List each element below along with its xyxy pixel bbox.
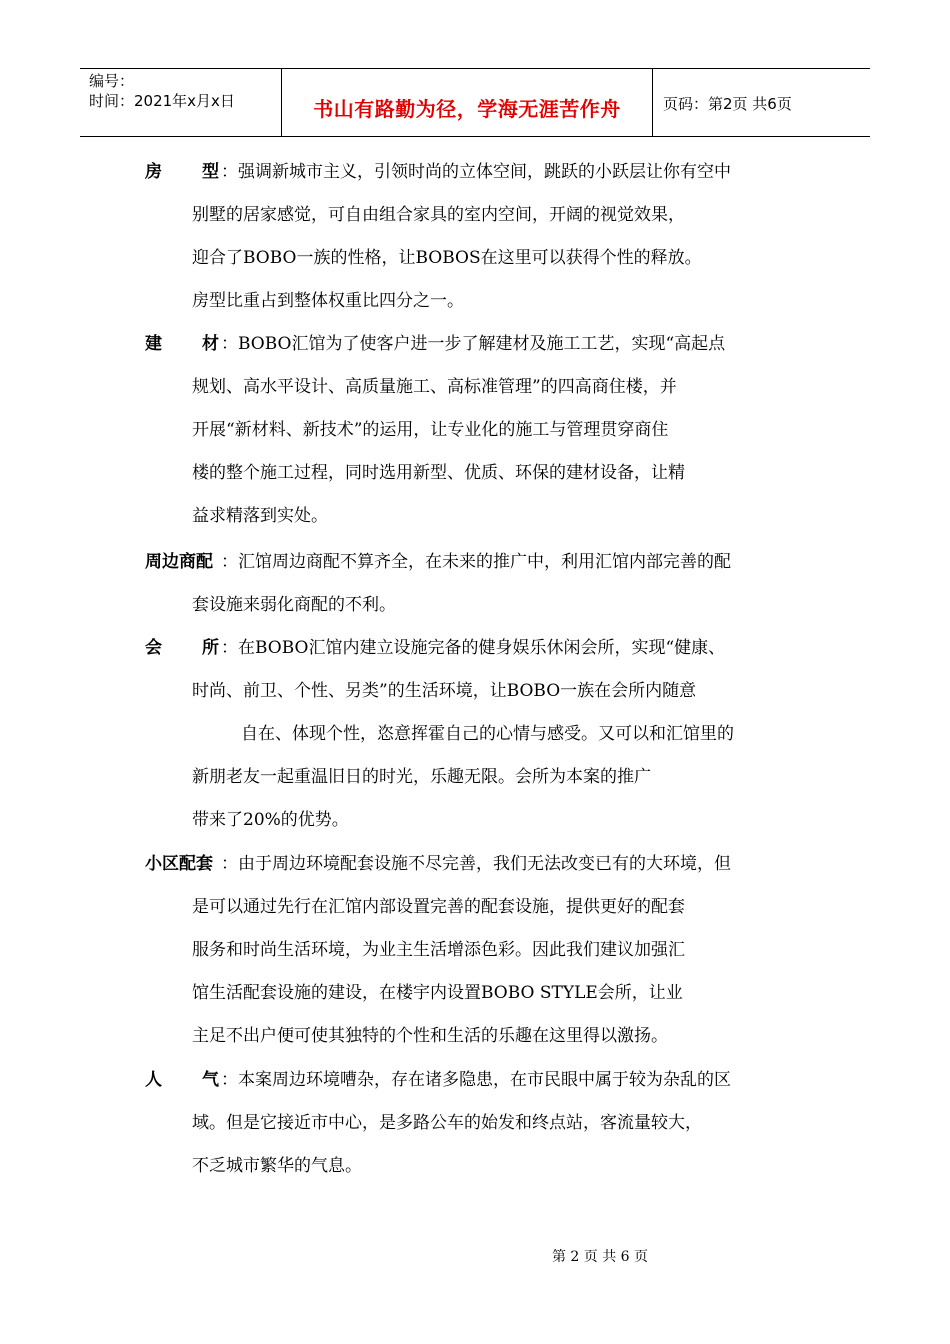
- materials-line-3: 开展“新材料、新技术”的运用，让专业化的施工与管理贯穿商住: [192, 420, 669, 440]
- term-char: 人: [145, 1070, 162, 1090]
- term-community: 小区配套: [145, 854, 213, 874]
- term-room-type: [145, 160, 219, 184]
- header-meta: [80, 69, 282, 136]
- date-line: 时间：2021年x月x日: [89, 92, 235, 110]
- materials-line-1: ：BOBO汇馆为了使客户进一步了解建材及施工工艺，实现“高起点: [221, 334, 726, 354]
- community-line-2: 是可以通过先行在汇馆内部设置完善的配套设施，提供更好的配套: [192, 897, 685, 917]
- room-type-line-1: ：强调新城市主义，引领时尚的立体空间，跳跃的小跃层让你有空中: [221, 162, 731, 182]
- term-club: [145, 636, 219, 660]
- term-popularity: [145, 1068, 219, 1092]
- surroundings-line-2: 套设施来弱化商配的不利。: [192, 595, 396, 615]
- materials-line-5: 益求精落到实处。: [192, 506, 328, 526]
- room-type-line-2: 别墅的居家感觉，可自由组合家具的室内空间，开阔的视觉效果，: [192, 205, 685, 225]
- term-char: 型: [202, 162, 219, 182]
- community-line-5: 主足不出户便可使其独特的个性和生活的乐趣在这里得以激扬。: [192, 1026, 668, 1046]
- page-footer: 第 2 页 共 6 页: [551, 1249, 649, 1265]
- header-motto: 书山有路勤为径，学海无涯苦作舟: [282, 69, 653, 136]
- popularity-line-2: 域。但是它接近市中心，是多路公车的始发和终点站，客流量较大，: [192, 1113, 702, 1133]
- materials-line-2: 规划、高水平设计、高质量施工、高标准管理”的四高商住楼，并: [192, 377, 677, 397]
- term-char: 房: [145, 162, 162, 182]
- term-char: 建: [145, 334, 162, 354]
- document-header: [80, 68, 870, 137]
- term-materials: [145, 332, 219, 356]
- term-char: 会: [145, 638, 162, 658]
- community-line-3: 服务和时尚生活环境，为业主生活增添色彩。因此我们建议加强汇: [192, 940, 685, 960]
- header-page-info: 页码：第2页 共6页: [663, 95, 792, 113]
- materials-line-4: 楼的整个施工过程，同时选用新型、优质、环保的建材设备，让精: [192, 463, 685, 483]
- club-line-5: 带来了20%的优势。: [192, 810, 349, 830]
- club-line-4: 新朋老友一起重温旧日的时光，乐趣无限。会所为本案的推广: [192, 767, 651, 787]
- community-line-1: ：由于周边环境配套设施不尽完善，我们无法改变已有的大环境，但: [221, 854, 731, 874]
- club-line-3: 自在、体现个性，恣意挥霍自己的心情与感受。又可以和汇馆里的: [241, 724, 734, 744]
- popularity-line-1: ：本案周边环境嘈杂，存在诸多隐患，在市民眼中属于较为杂乱的区: [221, 1070, 731, 1090]
- room-type-line-4: 房型比重占到整体权重比四分之一。: [192, 291, 464, 311]
- community-line-4: 馆生活配套设施的建设，在楼宇内设置BOBO STYLE会所，让业: [192, 983, 683, 1003]
- room-type-line-3: 迎合了BOBO一族的性格，让BOBOS在这里可以获得个性的释放。: [192, 248, 702, 268]
- club-line-2: 时尚、前卫、个性、另类”的生活环境，让BOBO一族在会所内随意: [192, 681, 697, 701]
- term-char: 气: [202, 1070, 219, 1090]
- term-char: 材: [202, 334, 219, 354]
- club-line-1: ：在BOBO汇馆内建立设施完备的健身娱乐休闲会所，实现“健康、: [221, 638, 726, 658]
- term-surroundings: 周边商配: [145, 552, 213, 572]
- popularity-line-3: 不乏城市繁华的气息。: [192, 1156, 362, 1176]
- number-label: 编号：: [89, 72, 135, 90]
- surroundings-line-1: ：汇馆周边商配不算齐全，在未来的推广中，利用汇馆内部完善的配: [221, 552, 731, 572]
- term-char: 所: [202, 638, 219, 658]
